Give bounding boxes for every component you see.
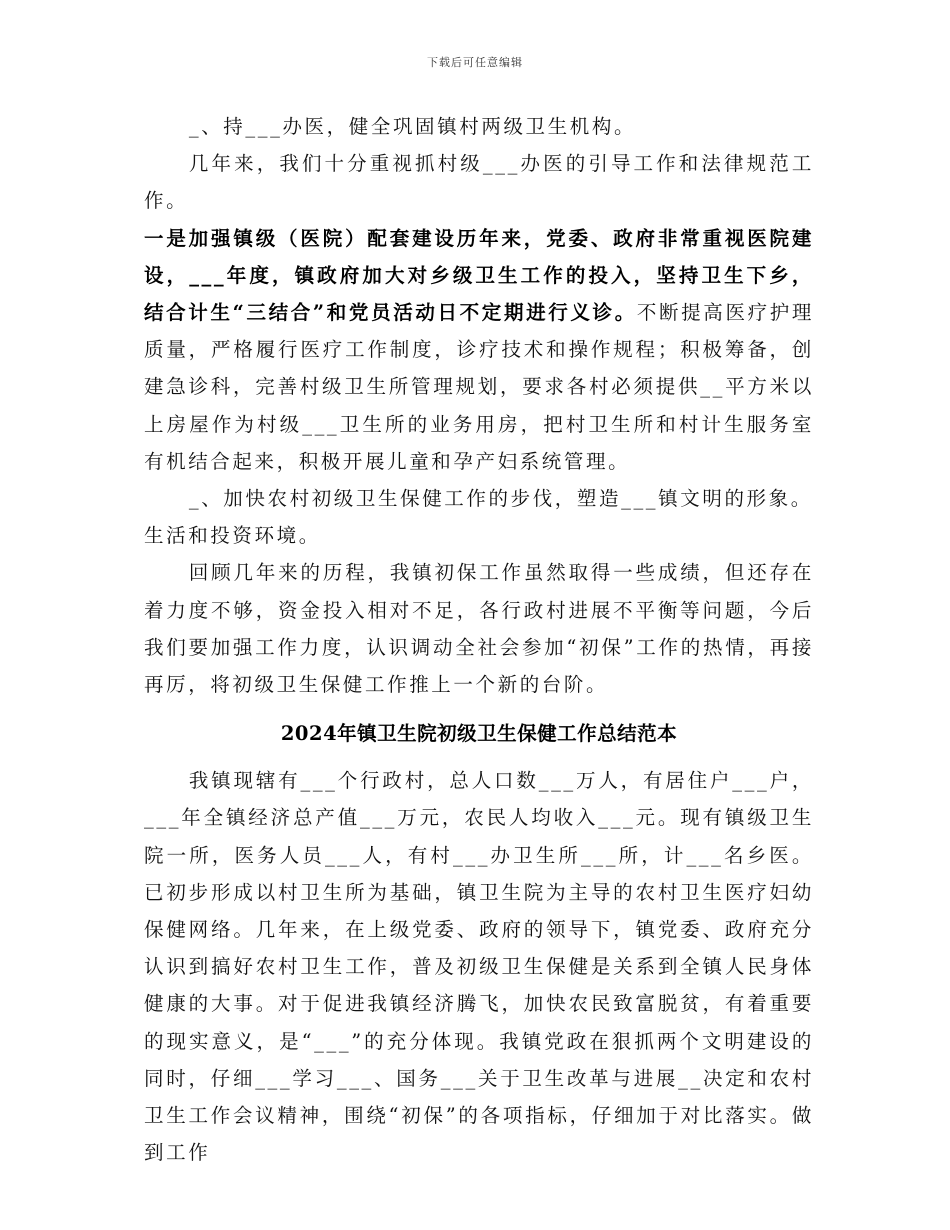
paragraph-5: 生活和投资环境。 — [144, 524, 321, 548]
paragraph-4: _、加快农村初级卫生保健工作的步伐，塑造___镇文明的形象。 — [188, 487, 813, 511]
header-note: 下载后可任意编辑 — [427, 56, 523, 69]
paragraph-7: 我镇现辖有___个行政村，总人口数___万人，有居住户___户，___年全镇经济总产值___万元，农民人均收入___元。现有镇级卫生院一所，医务人员___人，有村___办卫生所___所，计___名乡医。已初步形成以村卫生所为基础，镇卫生院为主导的农村卫生医疗妇幼保健网络。几年来，在上级党委、政府的领导下，镇党委、政府充分认识到搞好农村卫生工作，普及初级卫生保健是关系到全镇人民身体健康的大事。对于促进我镇经济腾飞，加快农民致富脱贫，有着重要的现实意义，是“___”的充分体现。我镇党政在狠抓两个文明建设的同时，仔细___学习___、国务___关于卫生改革与进展__决定和农村卫生工作会议精神，围绕“初保”的各项指标，仔细加于对比落实。做到工作 — [144, 769, 814, 1165]
paragraph-3-bold: 一是加强镇级（医院）配套建设历年来，党委、政府非常重视医院建设，___年度，镇政府加大对乡级卫生工作的投入，坚持卫生下乡，结合计生“三结合”和党员活动日不定期进行义诊。 — [144, 226, 814, 325]
paragraph-3-rest: 不断提高医疗护理质量，严格履行医疗工作制度，诊疗技术和操作规程；积极筹备，创建急诊科，完善村级卫生所管理规划，要求各村必须提供__平方米以上房屋作为村级___卫生所的业务用房，把村卫生所和村计生服务室有机结合起来，积极开展儿童和孕产妇系统管理。 — [144, 301, 814, 473]
document-body — [144, 108, 814, 1171]
paragraph-6: 回顾几年来的历程，我镇初保工作虽然取得一些成绩，但还存在着力度不够，资金投入相对不足，各行政村进展不平衡等问题，今后我们要加强工作力度，认识调动全社会参加“初保”工作的热情，再接再厉，将初级卫生保健工作推上一个新的台阶。 — [144, 561, 814, 697]
paragraph-2: 几年来，我们十分重视抓村级___办医的引导工作和法律规范工作。 — [144, 152, 814, 213]
paragraph-3 — [144, 220, 814, 480]
section-title: 2024年镇卫生院初级卫生保健工作总结范本 — [280, 722, 678, 746]
paragraph-1: _、持___办医，健全巩固镇村两级卫生机构。 — [188, 115, 637, 138]
